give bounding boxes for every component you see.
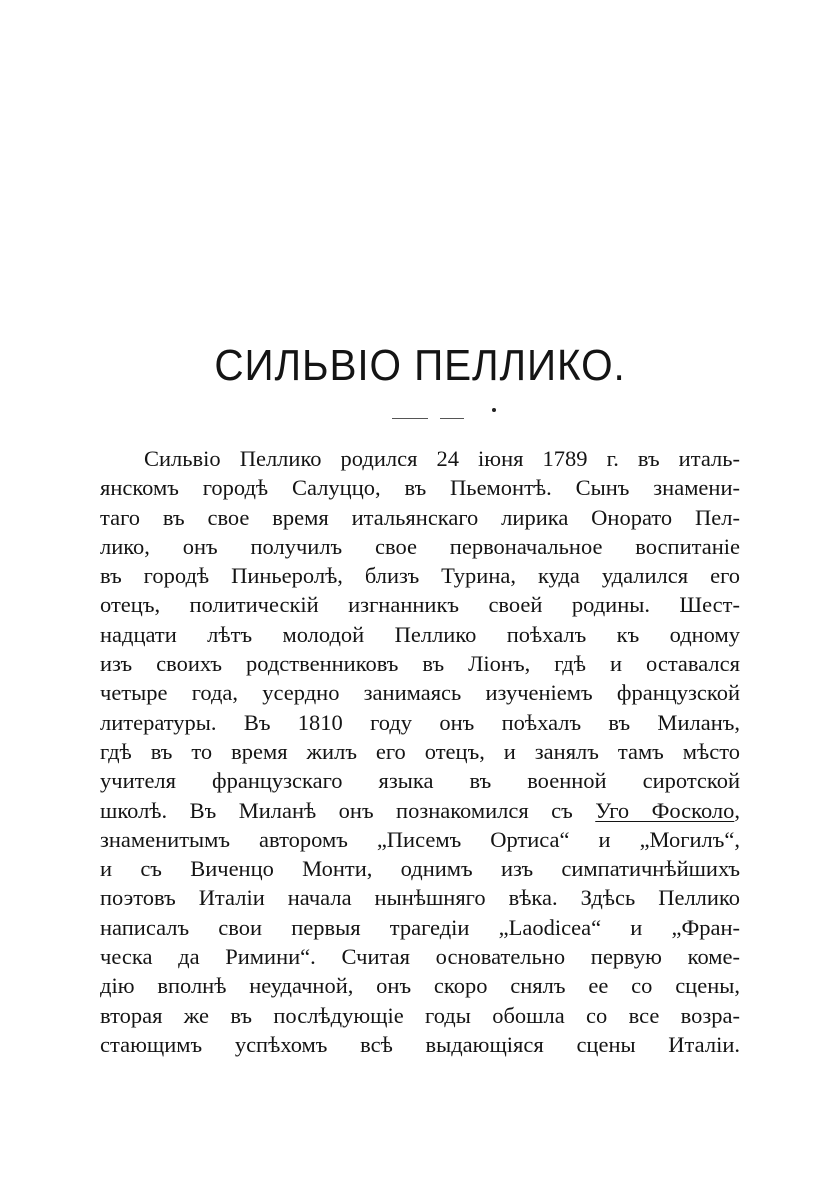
body-paragraph <box>100 444 740 1059</box>
ornament-rule-left <box>392 418 428 419</box>
text-line: изъ своихъ родственниковъ въ Ліонъ, гдѣ и оставался <box>100 651 740 677</box>
text-segment: школѣ. Въ Миланѣ онъ познакомился съ <box>100 797 596 823</box>
text-line: четыре года, усердно занимаясь изученіемъ французской <box>100 680 740 706</box>
text-line: надцати лѣтъ молодой Пеллико поѣхалъ къ одному <box>100 621 740 647</box>
text-line: въ городѣ Пиньеролѣ, близъ Турина, куда удалился его <box>100 563 740 589</box>
text-line: и съ Виченцо Монти, однимъ изъ симпатичнѣйшихъ <box>100 856 740 882</box>
title-ornament <box>0 404 840 424</box>
text-line: стающимъ успѣхомъ всѣ выдающіяся сцены Италіи. <box>100 1031 740 1057</box>
ornament-dot <box>492 408 496 412</box>
text-line: таго въ свое время итальянскаго лирика Онорато Пел- <box>100 504 740 530</box>
underlined-name: Уго Фосколо <box>595 797 735 823</box>
text-line: знаменитымъ авторомъ „Писемъ Ортиса“ и „Могилъ“, <box>100 826 740 852</box>
page-title: СИЛЬВІО ПЕЛЛИКО. <box>214 341 626 390</box>
text-line: лико, онъ получилъ свое первоначальное воспитаніе <box>100 533 740 559</box>
text-line: отецъ, политическій изгнанникъ своей родины. Шест- <box>100 592 740 618</box>
text-line: гдѣ въ то время жилъ его отецъ, и занялъ тамъ мѣсто <box>100 738 740 764</box>
text-line: литературы. Въ 1810 году онъ поѣхалъ въ Миланъ, <box>100 709 740 735</box>
text-line: ческа да Римини“. Считая основательно первую коме- <box>100 944 740 970</box>
text-line-with-name <box>100 796 740 825</box>
text-line: поэтовъ Италіи начала нынѣшняго вѣка. Здѣсь Пеллико <box>100 885 740 911</box>
text-line: вторая же въ послѣдующіе годы обошла со все возра- <box>100 1002 740 1028</box>
text-line: учителя французскаго языка въ военной сиротской <box>100 768 740 794</box>
text-line: дію вполнѣ неудачной, онъ скоро снялъ ее со сцены, <box>100 973 740 999</box>
text-segment: , <box>734 797 740 823</box>
text-line: янскомъ городѣ Салуццо, въ Пьемонтѣ. Сынъ знамени- <box>100 475 740 501</box>
text-line: написалъ свои первыя трагедіи „Laodicea“ и „Фран- <box>100 914 740 940</box>
ornament-rule-right <box>440 418 464 419</box>
text-line: Сильвіо Пеллико родился 24 іюня 1789 г. въ италь- <box>144 446 740 471</box>
